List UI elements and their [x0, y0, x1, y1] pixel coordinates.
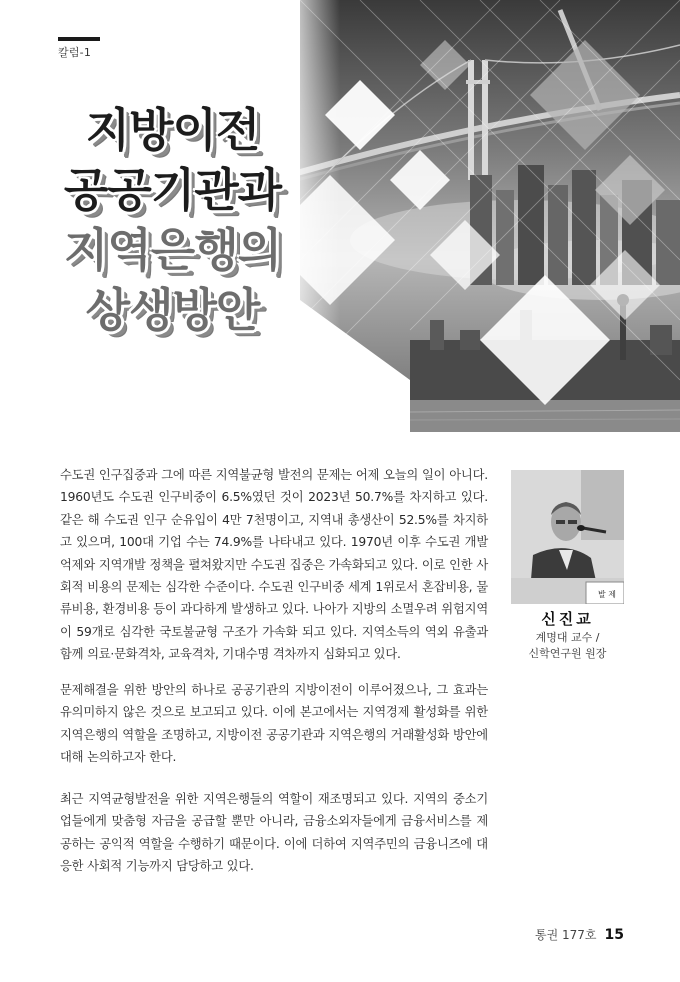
nameplate-text: 발 제 — [598, 590, 616, 599]
body-paragraph-1 — [60, 464, 488, 666]
title-line-1: 지방이전 — [85, 103, 260, 157]
title-line-2: 공공기관과 — [63, 163, 282, 217]
article-title — [40, 100, 305, 340]
section-tag: 칼럼-1 — [58, 46, 92, 59]
author-photo — [511, 470, 624, 604]
author-portrait-image — [511, 470, 624, 604]
author-role-line-2: 신학연구원 원장 — [528, 647, 607, 660]
paragraph-text: 수도권 인구집중과 그에 따른 지역불균형 발전의 문제는 어제 오늘의 일이 아니다. 1960년도 수도권 인구비중이 6.5%였던 것이 2023년 50.7%를 차지하고 있다. 같은 해 수도권 인구 순유입이 4만 7천명이고, 지역내 총생산이 52.5%를 차지하고 있으며, 100대 기업 수는 74.9%를 나타내고 있다. 1970년 이후 수도권 개발 억제와 지역개발 정책을 펼쳐왔지만 수도권 집중은 가속화되고 있다. 이로 인한 사회적 비용의 문제는 심각한 수준이다. 수도권 인구비중 세계 1위로서 혼잡비용, 물류비용, 환경비용 등이 과다하게 발생하고 있다. 나아가 지방의 소멸우려 위험지역이 59개로 심각한 국토불균형 구조가 가속화 되고 있다. 지역소득의 역외 유출과 함께 의료·문화격차, 교육격차, 기대수명 격차까지 심화되고 있다. — [60, 468, 488, 662]
author-role — [505, 630, 630, 662]
issue-label: 통권 177호 — [535, 928, 597, 942]
body-paragraph-2 — [60, 679, 488, 769]
author-role-line-1: 계명대 교수 / — [535, 631, 600, 644]
author-name: 신진교 — [541, 610, 594, 628]
paragraph-text: 최근 지역균형발전을 위한 지역은행들의 역할이 재조명되고 있다. 지역의 중소기업들에게 맞춤형 자금을 공급할 뿐만 아니라, 금융소외자들에게 금융서비스를 제공하는 공익적 역할을 수행하기 때문이다. 이에 더하여 지역주민의 금융니즈에 대응한 사회적 기능까지 담당하고 있다. — [60, 792, 488, 874]
body-paragraph-3 — [60, 788, 488, 878]
title-line-4: 상생방안 — [85, 283, 260, 337]
page-number: 15 — [604, 927, 624, 943]
paragraph-text: 문제해결을 위한 방안의 하나로 공공기관의 지방이전이 이루어졌으나, 그 효과는 유의미하지 않은 것으로 보고되고 있다. 이에 본고에서는 지역경제 활성화를 위한 지역은행의 역할을 조명하고, 지방이전 공공기관과 지역은행의 거래활성화 방안에 대해 논의하고자 한다. — [60, 683, 488, 765]
page-footer — [535, 926, 624, 943]
section-tag-bar — [58, 37, 100, 41]
title-line-3: 지역은행의 — [63, 223, 282, 277]
hero-banner — [0, 0, 680, 432]
